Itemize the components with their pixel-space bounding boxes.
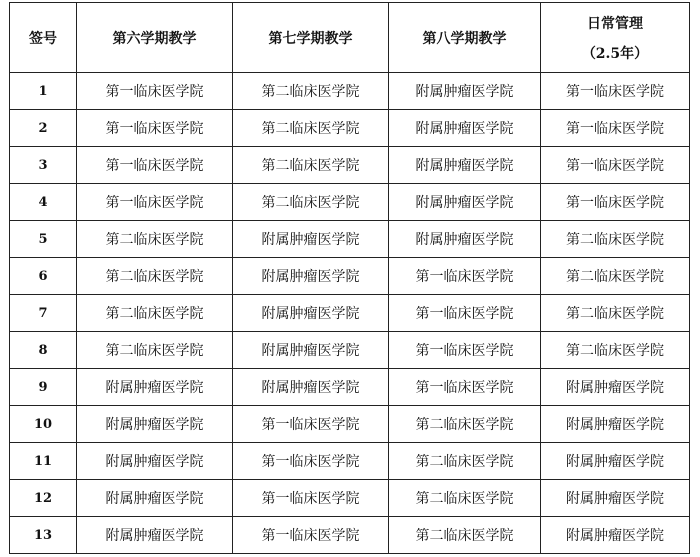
cell-number: 4 <box>10 184 77 221</box>
cell-number: 9 <box>10 369 77 406</box>
cell-semester-8: 附属肿瘤医学院 <box>389 110 541 147</box>
cell-semester-7: 第二临床医学院 <box>233 147 389 184</box>
header-row <box>10 3 690 73</box>
table-row <box>10 258 690 295</box>
cell-semester-8: 第一临床医学院 <box>389 295 541 332</box>
cell-daily-management: 第一临床医学院 <box>541 110 690 147</box>
cell-semester-8: 附属肿瘤医学院 <box>389 73 541 110</box>
cell-daily-management: 附属肿瘤医学院 <box>541 517 690 554</box>
header-daily-duration: （2.5年） <box>581 45 649 62</box>
cell-semester-8: 第一临床医学院 <box>389 369 541 406</box>
table-row <box>10 221 690 258</box>
cell-semester-7: 第二临床医学院 <box>233 184 389 221</box>
cell-semester-6: 第二临床医学院 <box>77 295 233 332</box>
header-semester-6: 第六学期教学 <box>77 3 233 73</box>
cell-semester-7: 第二临床医学院 <box>233 73 389 110</box>
cell-semester-6: 第二临床医学院 <box>77 221 233 258</box>
cell-semester-7: 附属肿瘤医学院 <box>233 258 389 295</box>
cell-semester-6: 附属肿瘤医学院 <box>77 443 233 480</box>
assignment-table-wrapper <box>9 2 690 554</box>
cell-daily-management: 第一临床医学院 <box>541 184 690 221</box>
cell-semester-7: 第二临床医学院 <box>233 110 389 147</box>
cell-semester-8: 第二临床医学院 <box>389 406 541 443</box>
cell-semester-6: 附属肿瘤医学院 <box>77 480 233 517</box>
cell-daily-management: 附属肿瘤医学院 <box>541 406 690 443</box>
table-row <box>10 517 690 554</box>
cell-semester-6: 附属肿瘤医学院 <box>77 517 233 554</box>
cell-semester-6: 第一临床医学院 <box>77 73 233 110</box>
header-daily-management <box>541 3 690 73</box>
cell-semester-8: 附属肿瘤医学院 <box>389 184 541 221</box>
cell-number: 5 <box>10 221 77 258</box>
cell-semester-8: 第二临床医学院 <box>389 517 541 554</box>
cell-daily-management: 第二临床医学院 <box>541 221 690 258</box>
cell-daily-management: 附属肿瘤医学院 <box>541 369 690 406</box>
cell-number: 12 <box>10 480 77 517</box>
table-row <box>10 406 690 443</box>
table-row <box>10 369 690 406</box>
cell-daily-management: 第一临床医学院 <box>541 147 690 184</box>
header-semester-8: 第八学期教学 <box>389 3 541 73</box>
cell-semester-7: 第一临床医学院 <box>233 480 389 517</box>
cell-daily-management: 第二临床医学院 <box>541 295 690 332</box>
cell-semester-8: 第二临床医学院 <box>389 480 541 517</box>
table-row <box>10 184 690 221</box>
cell-semester-8: 第一临床医学院 <box>389 258 541 295</box>
cell-semester-8: 附属肿瘤医学院 <box>389 147 541 184</box>
cell-semester-6: 附属肿瘤医学院 <box>77 369 233 406</box>
cell-number: 6 <box>10 258 77 295</box>
header-number: 签号 <box>10 3 77 73</box>
table-row <box>10 332 690 369</box>
header-daily-label: 日常管理 <box>587 15 643 32</box>
cell-number: 8 <box>10 332 77 369</box>
cell-semester-7: 第一临床医学院 <box>233 443 389 480</box>
cell-daily-management: 附属肿瘤医学院 <box>541 443 690 480</box>
table-row <box>10 480 690 517</box>
cell-number: 7 <box>10 295 77 332</box>
cell-semester-7: 附属肿瘤医学院 <box>233 332 389 369</box>
cell-number: 11 <box>10 443 77 480</box>
table-row <box>10 73 690 110</box>
cell-daily-management: 第二临床医学院 <box>541 332 690 369</box>
cell-number: 13 <box>10 517 77 554</box>
cell-semester-7: 附属肿瘤医学院 <box>233 369 389 406</box>
cell-daily-management: 附属肿瘤医学院 <box>541 480 690 517</box>
cell-number: 1 <box>10 73 77 110</box>
cell-semester-6: 第一临床医学院 <box>77 184 233 221</box>
cell-semester-8: 第一临床医学院 <box>389 332 541 369</box>
cell-number: 10 <box>10 406 77 443</box>
cell-semester-6: 第二临床医学院 <box>77 332 233 369</box>
cell-number: 3 <box>10 147 77 184</box>
cell-semester-7: 第一临床医学院 <box>233 406 389 443</box>
table-row <box>10 295 690 332</box>
table-row <box>10 110 690 147</box>
table-row <box>10 443 690 480</box>
header-semester-7: 第七学期教学 <box>233 3 389 73</box>
assignment-table <box>9 2 690 554</box>
cell-semester-8: 附属肿瘤医学院 <box>389 221 541 258</box>
cell-daily-management: 第二临床医学院 <box>541 258 690 295</box>
cell-semester-8: 第二临床医学院 <box>389 443 541 480</box>
cell-daily-management: 第一临床医学院 <box>541 73 690 110</box>
cell-number: 2 <box>10 110 77 147</box>
table-row <box>10 147 690 184</box>
cell-semester-7: 附属肿瘤医学院 <box>233 221 389 258</box>
cell-semester-7: 附属肿瘤医学院 <box>233 295 389 332</box>
cell-semester-6: 附属肿瘤医学院 <box>77 406 233 443</box>
cell-semester-6: 第一临床医学院 <box>77 147 233 184</box>
cell-semester-6: 第二临床医学院 <box>77 258 233 295</box>
cell-semester-7: 第一临床医学院 <box>233 517 389 554</box>
cell-semester-6: 第一临床医学院 <box>77 110 233 147</box>
